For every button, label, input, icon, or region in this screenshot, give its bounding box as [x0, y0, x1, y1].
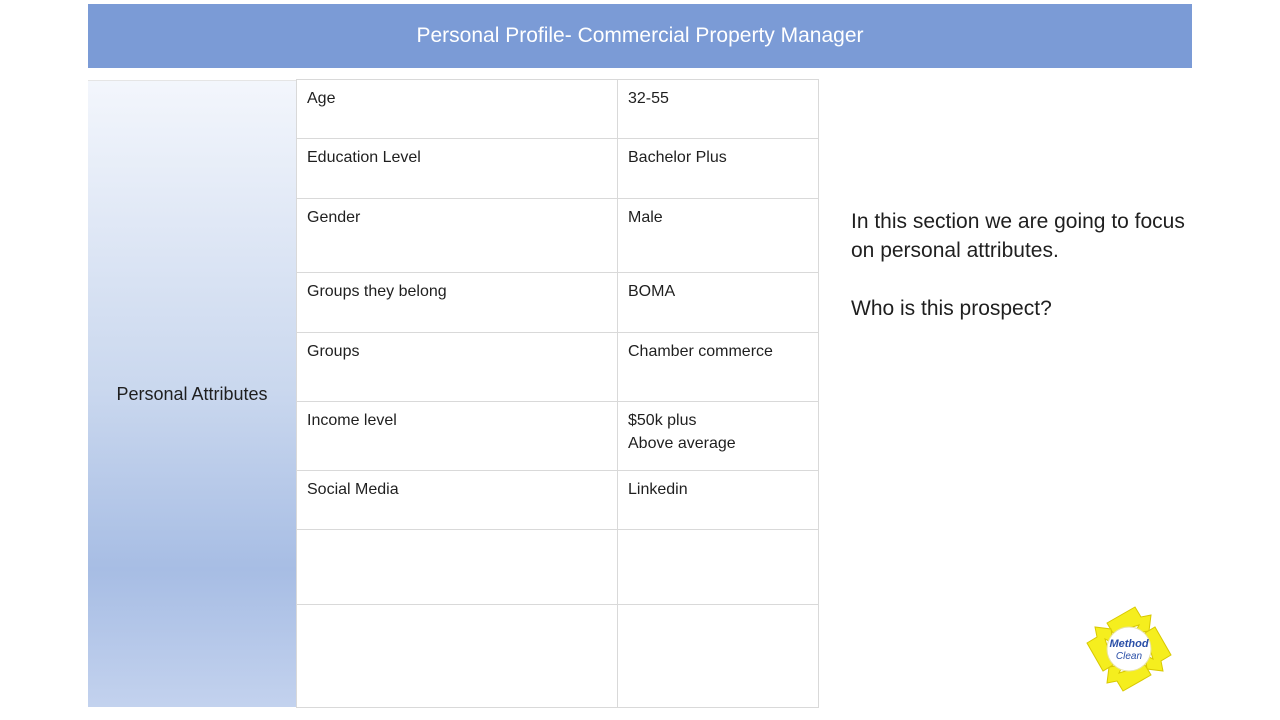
table-row [297, 199, 819, 273]
value-cell [618, 605, 819, 708]
value-cell: Chamber commerce [618, 333, 819, 402]
section-label: Personal Attributes [116, 383, 268, 404]
value-cell: BOMA [618, 273, 819, 333]
table-row [297, 605, 819, 708]
attribute-cell [297, 605, 618, 708]
attribute-cell [297, 530, 618, 605]
attribute-cell: Age [297, 80, 618, 139]
attributes-table [296, 79, 819, 708]
table-row [297, 80, 819, 139]
attribute-cell: Groups [297, 333, 618, 402]
notes-question: Who is this prospect? [851, 297, 1052, 320]
value-cell [618, 530, 819, 605]
method-clean-logo [1083, 603, 1175, 695]
table-row [297, 530, 819, 605]
section-label-panel [88, 80, 296, 707]
value-cell: Bachelor Plus [618, 139, 819, 199]
table-row [297, 471, 819, 530]
table-row [297, 333, 819, 402]
table-row [297, 273, 819, 333]
attribute-cell: Social Media [297, 471, 618, 530]
notes-intro: In this section we are going to focus on personal attributes. [851, 210, 1185, 262]
slide-title: Personal Profile- Commercial Property Manager [416, 24, 864, 47]
slide-notes [851, 207, 1191, 323]
attribute-cell: Income level [297, 402, 618, 471]
table-row [297, 139, 819, 199]
attribute-cell: Groups they belong [297, 273, 618, 333]
value-cell: Linkedin [618, 471, 819, 530]
slide-title-bar [88, 4, 1192, 68]
attribute-cell: Education Level [297, 139, 618, 199]
table-row [297, 402, 819, 471]
logo-text-method: Method [1109, 638, 1149, 650]
attribute-cell: Gender [297, 199, 618, 273]
logo-text-clean: Clean [1115, 651, 1143, 662]
value-cell: Male [618, 199, 819, 273]
value-cell: 32-55 [618, 80, 819, 139]
value-cell: $50k plus Above average [618, 402, 819, 471]
